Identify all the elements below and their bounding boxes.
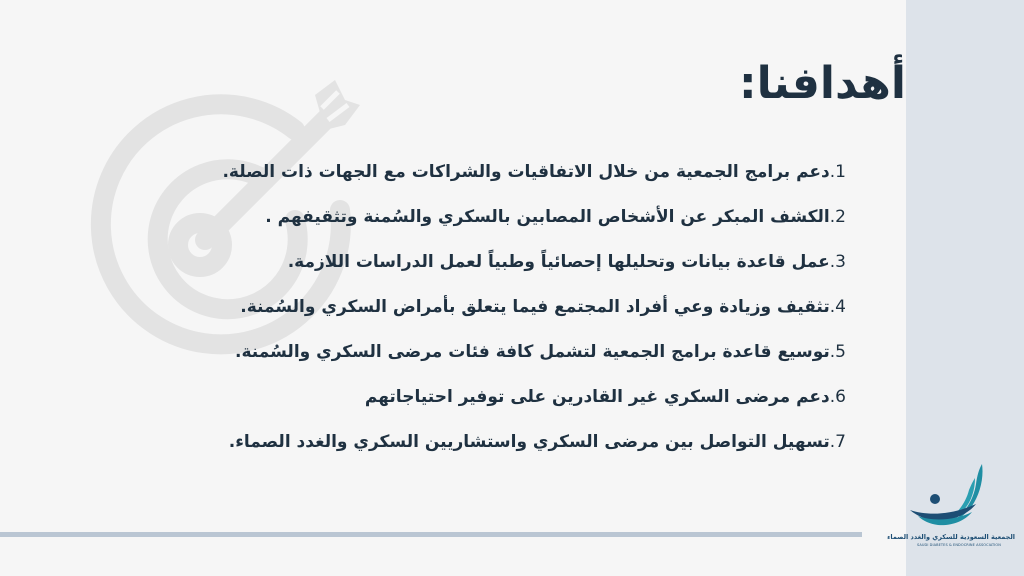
goal-text: الكشف المبكر عن الأشخاص المصابين بالسكري والسُمنة وتثقيفهم .: [265, 207, 830, 227]
goal-item: [146, 330, 846, 375]
goal-text: تسهيل التواصل بين مرضى السكري واستشاريين السكري والغدد الصماء.: [228, 432, 830, 452]
goal-text: دعم برامج الجمعية من خلال الاتفاقيات والشراكات مع الجهات ذات الصلة.: [222, 162, 830, 182]
goal-item: [146, 150, 846, 195]
logo-name-english: SAUDI DIABETES & ENDOCRINE ASSOCIATION: [916, 543, 1001, 547]
goal-text: عمل قاعدة بيانات وتحليلها إحصائياً وطبياً لعمل الدراسات اللازمة.: [287, 252, 830, 272]
goal-item: [146, 285, 846, 330]
goal-item: [146, 420, 846, 465]
logo-name-arabic: الجمعية السعودية للسكري والغدد الصماء: [887, 533, 1015, 541]
goal-text: توسيع قاعدة برامج الجمعية لتشمل كافة فئات مرضى السكري والسُمنة.: [235, 342, 830, 362]
goal-number: 6.: [829, 387, 846, 407]
goal-number: 5.: [829, 342, 846, 362]
page-title: أهدافنا:: [739, 58, 906, 109]
divider-line: [0, 532, 862, 537]
goal-text: تثقيف وزيادة وعي أفراد المجتمع فيما يتعلق بأمراض السكري والسُمنة.: [240, 297, 830, 317]
goal-number: 3.: [829, 252, 846, 272]
goal-number: 4.: [829, 297, 846, 317]
goal-text: دعم مرضى السكري غير القادرين على توفير احتياجاتهم: [364, 387, 830, 407]
association-logo-icon: [887, 458, 1018, 556]
goals-list: [146, 150, 846, 465]
goal-number: 1.: [829, 162, 846, 182]
goal-item: [146, 375, 846, 420]
goal-number: 2.: [829, 207, 846, 227]
goal-item: [146, 240, 846, 285]
goal-item: [146, 195, 846, 240]
goal-number: 7.: [829, 432, 846, 452]
